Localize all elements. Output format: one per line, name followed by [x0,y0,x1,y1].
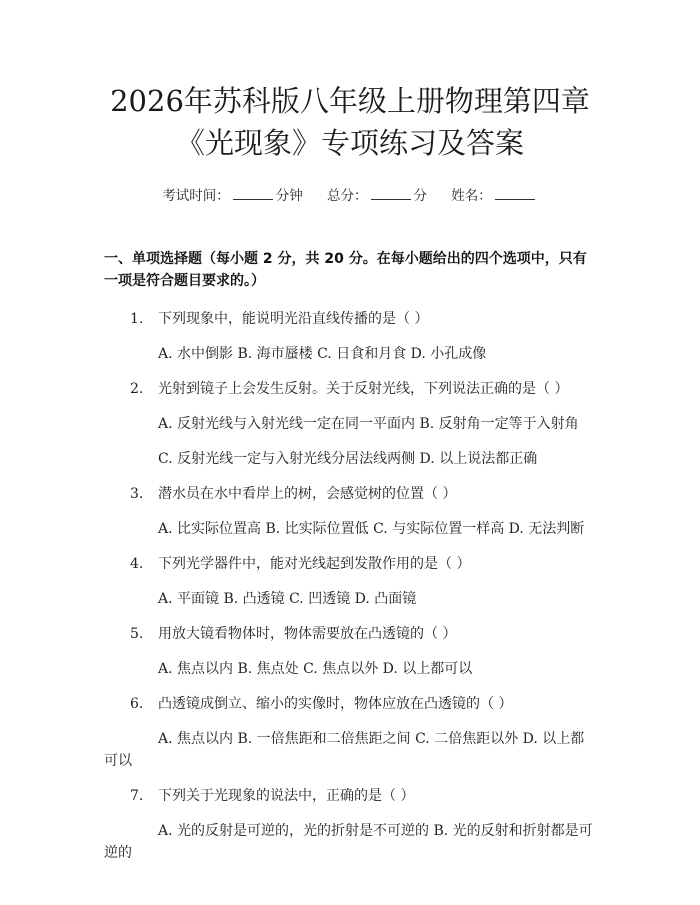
student-name-field [451,186,538,206]
question-options: A. 水中倒影 B. 海市蜃楼 C. 日食和月食 D. 小孔成像 [158,346,487,362]
question-item [104,623,596,680]
question-list [104,308,596,864]
question-number: 2. [130,381,144,397]
exam-time-label: 考试时间： [162,188,230,204]
question-stem: 下列关于光现象的说法中，正确的是（ ） [158,788,415,804]
question-stem-row [104,483,596,505]
question-item [104,378,596,470]
question-number: 1. [130,311,144,327]
exam-time-field [162,186,303,206]
question-options: A. 反射光线与入射光线一定在同一平面内 B. 反射角一定等于入射角 [158,416,579,432]
student-name-blank [495,186,535,200]
question-options: A. 平面镜 B. 凸透镜 C. 凹透镜 D. 凸面镜 [158,591,417,607]
question-item [104,308,596,365]
question-item [104,693,596,772]
question-stem: 光射到镜子上会发生反射。关于反射光线，下列说法正确的是（ ） [158,381,569,397]
question-item [104,785,596,864]
exam-info-line [104,186,596,206]
question-number: 5. [130,626,144,642]
question-stem-row [104,623,596,645]
total-score-field [327,186,427,206]
question-item [104,483,596,540]
exam-time-blank [233,186,273,200]
total-score-blank [371,186,411,200]
question-options: C. 反射光线一定与入射光线分居法线两侧 D. 以上说法都正确 [158,451,538,467]
total-score-unit: 分 [413,188,427,204]
exam-time-unit: 分钟 [275,188,303,204]
document-title: 2026年苏科版八年级上册物理第四章《光现象》专项练习及答案 [110,84,590,160]
question-stem-row [104,785,596,807]
question-number: 3. [130,486,144,502]
section-heading: 一、单项选择题（每小题 2 分，共 20 分。在每小题给出的四个选项中，只有一项是符合题目要求的。） [104,251,587,289]
question-stem-row [104,553,596,575]
question-number: 6. [130,696,144,712]
question-options: A. 焦点以内 B. 焦点处 C. 焦点以外 D. 以上都可以 [158,661,473,677]
question-stem: 凸透镜成倒立、缩小的实像时，物体应放在凸透镜的（ ） [158,696,513,712]
question-number: 4. [130,556,144,572]
total-score-label: 总分： [327,188,368,204]
question-options: A. 比实际位置高 B. 比实际位置低 C. 与实际位置一样高 D. 无法判断 [158,521,585,537]
question-stem-row [104,308,596,330]
question-options: A. 焦点以内 B. 一倍焦距和二倍焦距之间 C. 二倍焦距以外 D. 以上都可以 [104,731,585,769]
question-stem: 用放大镜看物体时，物体需要放在凸透镜的（ ） [158,626,457,642]
question-stem: 潜水员在水中看岸上的树，会感觉树的位置（ ） [158,486,457,502]
question-stem-row [104,378,596,400]
question-stem: 下列光学器件中，能对光线起到发散作用的是（ ） [158,556,471,572]
question-number: 7. [130,788,144,804]
question-options: A. 光的反射是可逆的，光的折射是不可逆的 B. 光的反射和折射都是可逆的 [104,823,593,861]
question-stem: 下列现象中，能说明光沿直线传播的是（ ） [158,311,429,327]
question-stem-row [104,693,596,715]
question-item [104,553,596,610]
student-name-label: 姓名： [451,188,492,204]
